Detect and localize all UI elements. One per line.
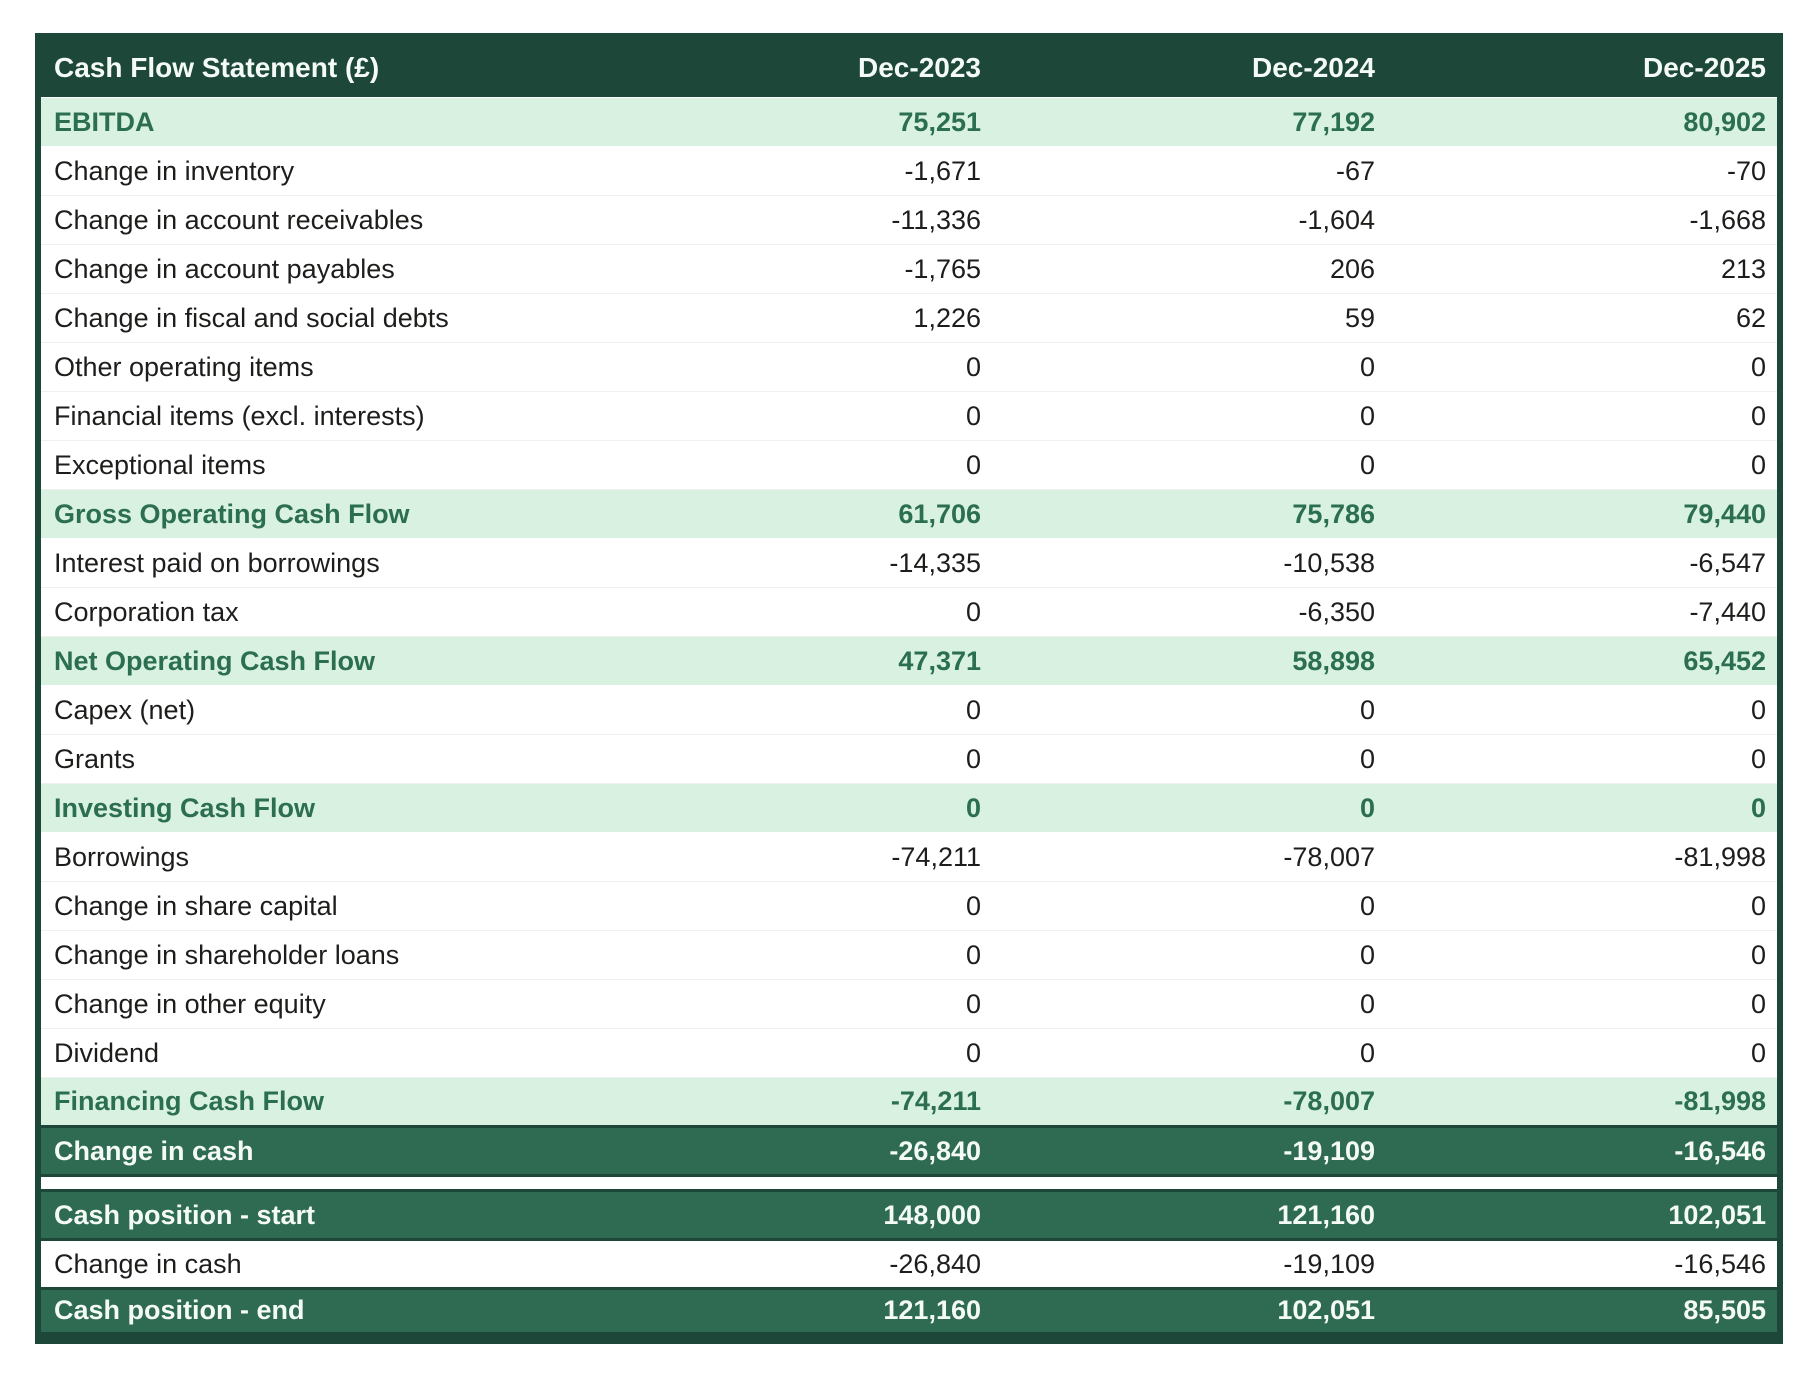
- cell-value: 148,000: [598, 1191, 992, 1240]
- cell-value: 79,440: [1386, 490, 1780, 539]
- table-row: [38, 294, 1780, 343]
- cell-value: 102,051: [1386, 1191, 1780, 1240]
- cell-value: 0: [992, 931, 1386, 980]
- cell-value: 0: [992, 980, 1386, 1029]
- row-label: Change in share capital: [38, 882, 598, 931]
- table-row: [38, 147, 1780, 196]
- row-label: Financing Cash Flow: [38, 1078, 598, 1127]
- column-header-dec-2025: Dec-2025: [1386, 36, 1780, 98]
- table-row: [38, 441, 1780, 490]
- cell-value: 0: [992, 392, 1386, 441]
- table-row: [38, 245, 1780, 294]
- cell-value: -1,671: [598, 147, 992, 196]
- cell-value: -78,007: [992, 833, 1386, 882]
- table-row: [38, 1078, 1780, 1127]
- cash-flow-statement-table: [35, 33, 1783, 1344]
- cell-value: 206: [992, 245, 1386, 294]
- cell-value: 102,051: [992, 1289, 1386, 1338]
- cell-value: 75,251: [598, 98, 992, 147]
- cell-value: -70: [1386, 147, 1780, 196]
- cell-value: -1,668: [1386, 196, 1780, 245]
- cell-value: 0: [598, 980, 992, 1029]
- cell-value: 0: [598, 392, 992, 441]
- cell-value: -67: [992, 147, 1386, 196]
- cell-value: 0: [1386, 392, 1780, 441]
- table-row: [38, 833, 1780, 882]
- cell-value: -81,998: [1386, 1078, 1780, 1127]
- cell-value: 75,786: [992, 490, 1386, 539]
- table-row: [38, 343, 1780, 392]
- cell-value: 0: [992, 686, 1386, 735]
- cell-value: -74,211: [598, 833, 992, 882]
- cell-value: 0: [1386, 343, 1780, 392]
- table-row: [38, 882, 1780, 931]
- table-row: [38, 980, 1780, 1029]
- cell-value: 0: [992, 882, 1386, 931]
- cell-value: 0: [1386, 784, 1780, 833]
- row-label: Gross Operating Cash Flow: [38, 490, 598, 539]
- row-label: EBITDA: [38, 98, 598, 147]
- row-label: Dividend: [38, 1029, 598, 1078]
- cell-value: -10,538: [992, 539, 1386, 588]
- cell-value: 0: [1386, 735, 1780, 784]
- cell-value: 0: [1386, 441, 1780, 490]
- table-body: [38, 98, 1780, 1338]
- row-label: Change in cash: [38, 1127, 598, 1176]
- cell-value: -16,546: [1386, 1127, 1780, 1176]
- row-label: Other operating items: [38, 343, 598, 392]
- cell-value: 1,226: [598, 294, 992, 343]
- cell-value: 80,902: [1386, 98, 1780, 147]
- row-label: Corporation tax: [38, 588, 598, 637]
- cell-value: -7,440: [1386, 588, 1780, 637]
- cell-value: 0: [1386, 980, 1780, 1029]
- cell-value: 0: [598, 784, 992, 833]
- table-row: [38, 392, 1780, 441]
- cell-value: 0: [598, 588, 992, 637]
- spacer-row: [38, 1176, 1780, 1191]
- table-row: [38, 588, 1780, 637]
- cell-value: -1,765: [598, 245, 992, 294]
- cell-value: -26,840: [598, 1240, 992, 1289]
- cell-value: -11,336: [598, 196, 992, 245]
- row-label: Exceptional items: [38, 441, 598, 490]
- cell-value: 0: [1386, 1029, 1780, 1078]
- cell-value: 0: [992, 1029, 1386, 1078]
- header-row: [38, 36, 1780, 98]
- cell-value: 213: [1386, 245, 1780, 294]
- cell-value: 0: [598, 1029, 992, 1078]
- cell-value: 0: [598, 882, 992, 931]
- cell-value: 0: [992, 735, 1386, 784]
- row-label: Borrowings: [38, 833, 598, 882]
- table-row: [38, 1191, 1780, 1240]
- row-label: Cash position - end: [38, 1289, 598, 1338]
- cell-value: 0: [598, 343, 992, 392]
- table-row: [38, 98, 1780, 147]
- cell-value: -6,547: [1386, 539, 1780, 588]
- row-label: Change in account payables: [38, 245, 598, 294]
- table-row: [38, 1289, 1780, 1338]
- row-label: Interest paid on borrowings: [38, 539, 598, 588]
- cell-value: 0: [1386, 882, 1780, 931]
- cell-value: 62: [1386, 294, 1780, 343]
- cell-value: 61,706: [598, 490, 992, 539]
- cell-value: -26,840: [598, 1127, 992, 1176]
- row-label: Change in shareholder loans: [38, 931, 598, 980]
- table-header: [38, 36, 1780, 98]
- cell-value: -16,546: [1386, 1240, 1780, 1289]
- table-title: Cash Flow Statement (£): [38, 36, 598, 98]
- row-label: Change in fiscal and social debts: [38, 294, 598, 343]
- cell-value: -6,350: [992, 588, 1386, 637]
- spacer-cell: [38, 1176, 1780, 1191]
- table-row: [38, 490, 1780, 539]
- cell-value: 59: [992, 294, 1386, 343]
- cell-value: 0: [1386, 931, 1780, 980]
- cell-value: -14,335: [598, 539, 992, 588]
- column-header-dec-2023: Dec-2023: [598, 36, 992, 98]
- cell-value: 0: [598, 931, 992, 980]
- table-row: [38, 196, 1780, 245]
- table-row: [38, 1029, 1780, 1078]
- table-row: [38, 735, 1780, 784]
- cell-value: 121,160: [598, 1289, 992, 1338]
- row-label: Change in cash: [38, 1240, 598, 1289]
- cell-value: 58,898: [992, 637, 1386, 686]
- cell-value: -81,998: [1386, 833, 1780, 882]
- cell-value: 0: [598, 441, 992, 490]
- table-row: [38, 686, 1780, 735]
- row-label: Net Operating Cash Flow: [38, 637, 598, 686]
- column-header-dec-2024: Dec-2024: [992, 36, 1386, 98]
- cell-value: -78,007: [992, 1078, 1386, 1127]
- cell-value: 0: [992, 784, 1386, 833]
- cell-value: 0: [598, 686, 992, 735]
- cell-value: 0: [992, 343, 1386, 392]
- table-row: [38, 931, 1780, 980]
- cell-value: -19,109: [992, 1127, 1386, 1176]
- cell-value: -1,604: [992, 196, 1386, 245]
- cell-value: -19,109: [992, 1240, 1386, 1289]
- cell-value: -74,211: [598, 1078, 992, 1127]
- row-label: Change in inventory: [38, 147, 598, 196]
- cell-value: 121,160: [992, 1191, 1386, 1240]
- cell-value: 0: [992, 441, 1386, 490]
- row-label: Change in account receivables: [38, 196, 598, 245]
- table-row: [38, 539, 1780, 588]
- table-row: [38, 784, 1780, 833]
- table-row: [38, 1240, 1780, 1289]
- table-row: [38, 637, 1780, 686]
- row-label: Change in other equity: [38, 980, 598, 1029]
- cell-value: 65,452: [1386, 637, 1780, 686]
- row-label: Grants: [38, 735, 598, 784]
- cell-value: 0: [1386, 686, 1780, 735]
- cell-value: 85,505: [1386, 1289, 1780, 1338]
- row-label: Cash position - start: [38, 1191, 598, 1240]
- cell-value: 47,371: [598, 637, 992, 686]
- cell-value: 0: [598, 735, 992, 784]
- cell-value: 77,192: [992, 98, 1386, 147]
- row-label: Investing Cash Flow: [38, 784, 598, 833]
- table-row: [38, 1127, 1780, 1176]
- row-label: Capex (net): [38, 686, 598, 735]
- row-label: Financial items (excl. interests): [38, 392, 598, 441]
